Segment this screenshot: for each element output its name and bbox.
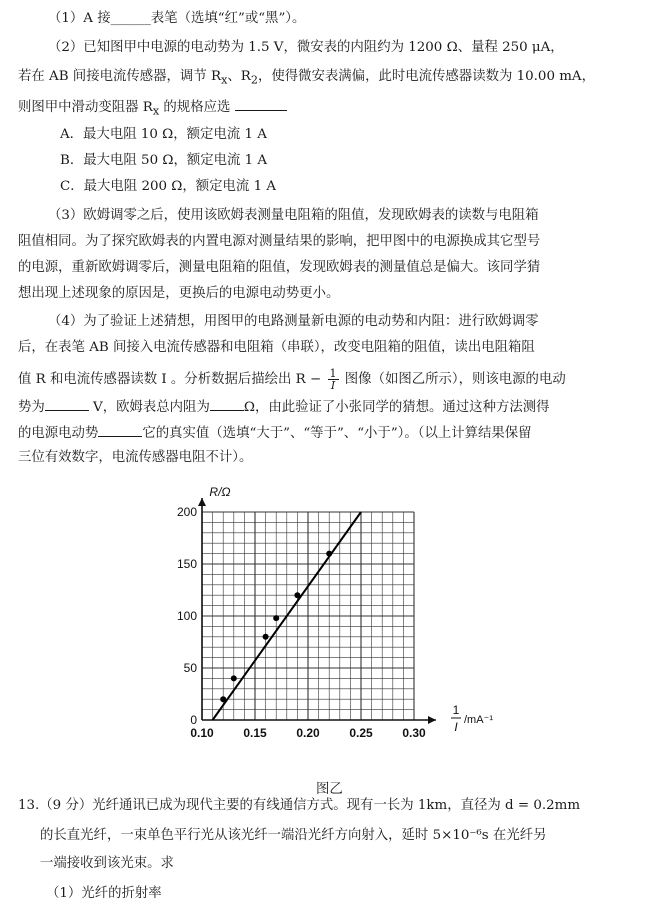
text-line: [18, 397, 550, 417]
subscript: 2: [250, 73, 258, 87]
text-span: 、R: [227, 69, 251, 84]
answer-blank[interactable]: [210, 397, 244, 411]
subscript: x: [152, 104, 160, 118]
text-line: [18, 449, 252, 467]
text-span: 若在 AB 间接电流传感器，调节 R: [18, 69, 222, 84]
x-tick-label: 0.20: [296, 726, 320, 740]
text-span: 三位有效数字，电流传感器电阻不计）。: [18, 450, 253, 465]
text-span: （3）欧姆调零之后，使用该欧姆表测量电阻箱的阻值，发现欧姆表的读数与电阻箱: [48, 208, 539, 223]
text-span: 的电源电动势: [18, 426, 99, 441]
answer-blank[interactable]: [98, 423, 142, 437]
text-line: [48, 207, 539, 225]
text-line: [40, 824, 547, 843]
data-point: [294, 592, 300, 598]
r-vs-inverse-i-chart: [150, 468, 510, 768]
x-tick-label: 0.30: [402, 726, 426, 740]
data-point: [273, 615, 279, 621]
text-span: （4）为了验证上述猜想，用图甲的电路测量新电源的电动势和内阻：进行欧姆调零: [48, 314, 539, 329]
text-span: 它的真实值（选填“大于”、“等于”、“小于”）。（以上计算结果保留: [142, 426, 532, 441]
text-span: B．最大电阻 50 Ω，额定电流 1 A: [60, 153, 268, 168]
text-line: [48, 313, 539, 331]
data-point: [263, 634, 269, 640]
figure-caption: 图乙: [316, 782, 343, 797]
fraction-numerator: 1: [329, 367, 337, 380]
x-axis-label-unit: /mA⁻¹: [464, 714, 494, 726]
text-line: [18, 794, 658, 813]
data-point: [231, 675, 237, 681]
answer-blank[interactable]: [235, 97, 287, 111]
graph-figure: [150, 468, 510, 768]
text-span: 的电源，重新欧姆调零后，测量电阻箱的阻值，发现欧姆表的测量值总是偏大。该同学猜: [18, 260, 541, 275]
text-line: [18, 368, 566, 391]
data-point: [220, 696, 226, 702]
text-span: （1）光纤的折射率: [46, 886, 162, 901]
y-axis-arrow: [198, 498, 206, 506]
text-line: （1）A 接______表笔（选填“红”或“黑”）。: [48, 11, 306, 26]
x-tick-label: 0.25: [349, 726, 373, 740]
y-tick-label: 50: [183, 661, 197, 675]
text-span: 值 R 和电流传感器读数 I 。分析数据后描绘出 R −: [18, 372, 322, 387]
text-line: [18, 68, 595, 90]
x-tick-label: 0.15: [243, 726, 267, 740]
x-axis-label-numerator: 1: [452, 703, 460, 717]
text-span: 13.（9 分）光纤通讯已成为现代主要的有线通信方式。现有一长为 1km，直径为 d = 0.2mm: [18, 798, 581, 813]
text-line: [18, 423, 532, 443]
text-line: [40, 852, 174, 871]
text-line: [18, 233, 540, 251]
y-tick-label: 200: [176, 505, 197, 519]
data-point: [326, 551, 332, 557]
x-tick-label: 0.10: [190, 726, 214, 740]
x-axis-arrow: [428, 716, 436, 724]
subscript: x: [221, 73, 228, 87]
text-span: 的长直光纤，一束单色平行光从该光纤一端沿光纤方向射入，延时 5×10⁻⁶s 在光纤另: [40, 828, 547, 843]
text-span: V，欧姆表总内阻为: [93, 400, 210, 415]
x-axis-label-denominator: I: [454, 720, 458, 734]
text-span: A．最大电阻 10 Ω，额定电流 1 A: [60, 127, 267, 142]
question-part-1: [48, 10, 305, 28]
y-tick-label: 100: [176, 609, 197, 623]
option-b: [60, 152, 267, 170]
option-a: [60, 126, 267, 144]
y-tick-label: 0: [190, 713, 197, 727]
text-line: [18, 285, 339, 303]
text-span: 则图甲中滑动变阻器 R: [18, 100, 153, 115]
fraction-denominator: I: [330, 379, 336, 392]
text-span: C．最大电阻 200 Ω，额定电流 1 A: [60, 179, 277, 194]
text-span: 图像（如图乙所示），则该电源的电动: [344, 372, 566, 387]
y-axis-label: R/Ω: [209, 485, 231, 499]
text-span: ，使得微安表满偏，此时电流传感器读数为 10.00 mA，: [257, 69, 595, 84]
text-line: [46, 882, 162, 901]
text-span: Ω，由此验证了小张同学的猜想。通过这种方法测得: [243, 400, 550, 415]
text-span: 后，在表笔 AB 间接入电流传感器和电阻箱（串联），改变电阻箱的阻值，读出电阻箱阻: [18, 340, 535, 355]
text-line: [48, 39, 564, 57]
text-span: 阻值相同。为了探究欧姆表的内置电源对测量结果的影响，把甲图中的电源换成其它型号: [18, 234, 541, 249]
text-span: 一端接收到该光束。求: [40, 856, 174, 871]
fraction: [328, 368, 339, 391]
option-c: [60, 178, 276, 196]
text-line: [18, 97, 287, 121]
text-line: [18, 259, 540, 277]
text-span: 的规格应选: [159, 100, 231, 115]
y-tick-label: 150: [176, 557, 197, 571]
text-span: 势为: [18, 400, 45, 415]
text-span: 想出现上述现象的原因是，更换后的电源电动势更小。: [18, 286, 340, 301]
answer-blank[interactable]: [45, 397, 89, 411]
text-span: （2）已知图甲中电源的电动势为 1.5 V，微安表的内阻约为 1200 Ω、量程 250 μA，: [48, 40, 564, 55]
text-line: [18, 339, 535, 357]
